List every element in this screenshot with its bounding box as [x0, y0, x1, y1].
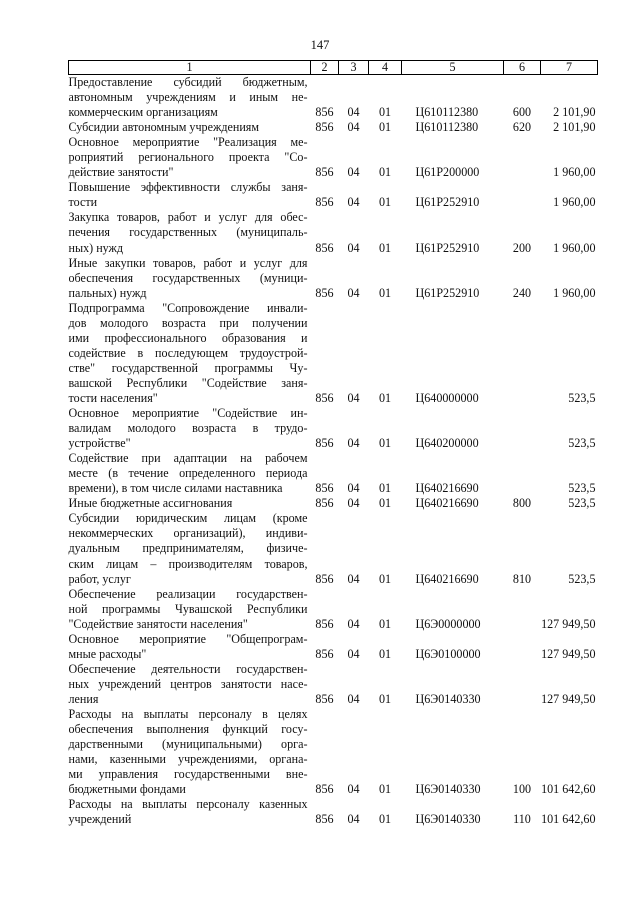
row-name-line: мные расходы" — [68, 646, 147, 661]
column-header: 5 — [402, 61, 504, 75]
row-name-line: пальных) нужд — [68, 285, 147, 300]
table-row — [69, 587, 598, 632]
code-admin: 856 — [315, 105, 334, 120]
code-target: Ц6Э0140330 — [415, 812, 481, 827]
row-name-line: тости — [68, 195, 98, 210]
code-expense-type: 600 — [512, 105, 532, 120]
code-section: 04 — [347, 436, 360, 451]
code-subsection: 01 — [378, 481, 392, 496]
code-expense-type — [504, 301, 541, 406]
row-name-line: дов молодого возраста при получении — [68, 315, 308, 330]
code-section: 04 — [347, 496, 360, 511]
table-row — [69, 256, 598, 301]
row-name — [69, 797, 311, 827]
row-name-line: Основное мероприятие "Общепрограм- — [68, 631, 308, 646]
amount: 127 949,50 — [541, 691, 596, 706]
column-header: 2 — [311, 61, 339, 75]
row-name-line: коммерческим организациям — [68, 105, 218, 120]
code-subsection: 01 — [378, 782, 392, 797]
column-header: 4 — [369, 61, 402, 75]
table-row — [69, 180, 598, 210]
code-section: 04 — [347, 390, 360, 405]
code-admin: 856 — [315, 812, 334, 827]
amount: 1 960,00 — [553, 195, 596, 210]
code-subsection: 01 — [378, 195, 392, 210]
amount: 127 949,50 — [541, 646, 596, 661]
code-target: Ц61P252910 — [415, 240, 480, 255]
code-admin: 856 — [315, 646, 334, 661]
code-subsection: 01 — [378, 240, 392, 255]
code-section: 04 — [347, 782, 360, 797]
row-name-line: печения государственных (муниципаль- — [68, 225, 308, 240]
code-expense-type — [504, 587, 541, 632]
row-name — [69, 451, 311, 496]
table-row — [69, 632, 598, 662]
amount: 1 960,00 — [553, 240, 596, 255]
row-name — [69, 210, 311, 255]
row-name-line: работ, услуг — [68, 571, 131, 586]
code-target: Ц640216690 — [415, 571, 479, 586]
table-body — [69, 75, 598, 828]
row-name — [69, 587, 311, 632]
row-name-line: ления — [68, 691, 99, 706]
amount: 1 960,00 — [553, 165, 596, 180]
code-target: Ц6Э0100000 — [415, 646, 481, 661]
code-admin: 856 — [315, 782, 334, 797]
row-name-line: роприятий регионального проекта "Со- — [68, 150, 308, 165]
table-row — [69, 135, 598, 180]
row-name-line: ским лицам – производителям товаров, — [68, 556, 308, 571]
amount: 101 642,60 — [541, 812, 596, 827]
code-expense-type: 620 — [512, 120, 532, 135]
code-target: Ц61P200000 — [415, 165, 480, 180]
row-name — [69, 75, 311, 121]
table-row — [69, 707, 598, 797]
row-name-line: "Содействие занятости населения" — [68, 616, 248, 631]
row-name-line: Субсидии автономным учреждениям — [68, 120, 260, 135]
row-name-line: Подпрограмма "Сопровождение инвали- — [68, 300, 308, 315]
code-target: Ц640200000 — [415, 436, 479, 451]
code-admin: 856 — [315, 691, 334, 706]
row-name-line: учреждений — [68, 812, 132, 827]
code-expense-type — [504, 135, 541, 180]
amount: 523,5 — [568, 481, 596, 496]
code-admin: 856 — [315, 616, 334, 631]
code-section: 04 — [347, 691, 360, 706]
amount: 523,5 — [568, 496, 596, 511]
code-target: Ц610112380 — [415, 120, 479, 135]
row-name-line: времени), в том числе силами наставника — [68, 481, 283, 496]
table-row — [69, 511, 598, 586]
row-name-line: автономным учреждениям и иным не- — [68, 90, 308, 105]
code-expense-type — [504, 451, 541, 496]
code-target: Ц61P252910 — [415, 195, 480, 210]
code-subsection: 01 — [378, 285, 392, 300]
code-subsection: 01 — [378, 691, 392, 706]
code-section: 04 — [347, 105, 360, 120]
row-name-line: ных) нужд — [68, 240, 124, 255]
code-admin: 856 — [315, 390, 334, 405]
code-expense-type: 200 — [512, 240, 532, 255]
code-target: Ц610112380 — [415, 105, 479, 120]
row-name-line: ной программы Чувашской Республики — [68, 601, 308, 616]
code-admin: 856 — [315, 240, 334, 255]
code-section: 04 — [347, 165, 360, 180]
row-name-line: бюджетными фондами — [68, 782, 186, 797]
code-expense-type: 800 — [512, 496, 532, 511]
amount: 523,5 — [568, 571, 596, 586]
code-expense-type: 810 — [512, 571, 532, 586]
row-name-line: ных учреждений центров занятости насе- — [68, 676, 308, 691]
amount: 101 642,60 — [541, 782, 596, 797]
code-expense-type: 240 — [512, 285, 532, 300]
amount: 2 101,90 — [553, 105, 596, 120]
row-name-line: ми управления государственными вне- — [68, 767, 308, 782]
row-name — [69, 301, 311, 406]
code-section: 04 — [347, 616, 360, 631]
row-name-line: устройстве" — [68, 436, 131, 451]
code-target: Ц6Э0140330 — [415, 691, 481, 706]
amount: 2 101,90 — [553, 120, 596, 135]
column-header: 1 — [69, 61, 311, 75]
table-row — [69, 797, 598, 827]
table-row — [69, 301, 598, 406]
row-name — [69, 632, 311, 662]
code-target: Ц61P252910 — [415, 285, 480, 300]
column-header: 7 — [541, 61, 598, 75]
row-name — [69, 662, 311, 707]
column-header: 3 — [339, 61, 369, 75]
row-name — [69, 496, 311, 511]
row-name-line: дуальным предпринимателям, физиче- — [68, 541, 308, 556]
row-name-line: ими профессионального образования и — [68, 330, 308, 345]
code-expense-type — [504, 406, 541, 451]
code-admin: 856 — [315, 571, 334, 586]
code-subsection: 01 — [378, 496, 392, 511]
amount: 1 960,00 — [553, 285, 596, 300]
code-subsection: 01 — [378, 165, 392, 180]
code-admin: 856 — [315, 481, 334, 496]
row-name-line: Предоставление субсидий бюджетным, — [68, 75, 308, 89]
code-expense-type — [504, 632, 541, 662]
row-name-line: месте (в течение определенного периода — [68, 466, 308, 481]
table-row — [69, 210, 598, 255]
budget-table — [68, 60, 598, 827]
row-name-line: нами, казенными учреждениями, органа- — [68, 752, 308, 767]
row-name-line: Иные бюджетные ассигнования — [68, 496, 233, 511]
table-row — [69, 406, 598, 451]
row-name-line: Расходы на выплаты персоналу казенных — [68, 797, 308, 812]
code-expense-type: 100 — [512, 782, 532, 797]
amount: 523,5 — [568, 436, 596, 451]
row-name-line: Иные закупки товаров, работ и услуг для — [68, 255, 308, 270]
code-subsection: 01 — [378, 616, 392, 631]
code-expense-type — [504, 662, 541, 707]
table-row — [69, 662, 598, 707]
code-subsection: 01 — [378, 646, 392, 661]
row-name — [69, 707, 311, 797]
code-expense-type: 110 — [513, 812, 531, 827]
code-section: 04 — [347, 812, 360, 827]
row-name-line: некоммерческих организаций), индиви- — [68, 526, 308, 541]
row-name-line: Основное мероприятие "Реализация ме- — [68, 135, 308, 150]
table-row — [69, 451, 598, 496]
code-target: Ц6Э0140330 — [415, 782, 481, 797]
code-section: 04 — [347, 481, 360, 496]
code-subsection: 01 — [378, 812, 392, 827]
row-name-line: действие занятости" — [68, 165, 174, 180]
code-subsection: 01 — [378, 436, 392, 451]
code-admin: 856 — [315, 496, 334, 511]
row-name — [69, 180, 311, 210]
code-admin: 856 — [315, 120, 334, 135]
code-subsection: 01 — [378, 105, 392, 120]
table-header — [69, 61, 598, 75]
page-number: 147 — [310, 38, 330, 52]
amount: 127 949,50 — [541, 616, 596, 631]
row-name — [69, 120, 311, 135]
row-name-line: содействие в последующем трудоустрой- — [68, 345, 308, 360]
row-name-line: Обеспечение деятельности государствен- — [68, 661, 308, 676]
row-name-line: вашской Республики "Содействие заня- — [68, 375, 308, 390]
code-subsection: 01 — [378, 390, 392, 405]
row-name-line: Повышение эффективности службы заня- — [68, 180, 308, 195]
table-row — [69, 120, 598, 135]
code-subsection: 01 — [378, 120, 392, 135]
row-name-line: обеспечения государственных (муници- — [68, 270, 308, 285]
column-header: 6 — [504, 61, 541, 75]
row-name — [69, 511, 311, 586]
row-name-line: Обеспечение реализации государствен- — [68, 586, 308, 601]
code-target: Ц6Э0000000 — [415, 616, 481, 631]
code-admin: 856 — [315, 165, 334, 180]
row-name-line: стве" государственной программы Чу- — [68, 360, 308, 375]
code-target: Ц640000000 — [415, 390, 479, 405]
code-section: 04 — [347, 646, 360, 661]
row-name — [69, 256, 311, 301]
table-row — [69, 75, 598, 121]
row-name-line: Основное мероприятие "Содействие ин- — [68, 406, 308, 421]
code-expense-type — [504, 180, 541, 210]
table-row — [69, 496, 598, 511]
code-admin: 856 — [315, 195, 334, 210]
row-name-line: Субсидии юридическим лицам (кроме — [68, 511, 308, 526]
row-name — [69, 135, 311, 180]
code-section: 04 — [347, 571, 360, 586]
row-name-line: Расходы на выплаты персоналу в целях — [68, 706, 308, 721]
amount: 523,5 — [568, 390, 596, 405]
row-name-line: Содействие при адаптации на рабочем — [68, 451, 308, 466]
row-name-line: дарственными (муниципальными) орга- — [68, 737, 308, 752]
row-name-line: тости населения" — [68, 390, 158, 405]
code-subsection: 01 — [378, 571, 392, 586]
code-target: Ц640216690 — [415, 481, 479, 496]
row-name — [69, 406, 311, 451]
code-target: Ц640216690 — [415, 496, 479, 511]
code-section: 04 — [347, 285, 360, 300]
row-name-line: валидам молодого возраста в трудо- — [68, 421, 308, 436]
code-section: 04 — [347, 120, 360, 135]
code-admin: 856 — [315, 285, 334, 300]
row-name-line: Закупка товаров, работ и услуг для обес- — [68, 210, 308, 225]
code-section: 04 — [347, 240, 360, 255]
code-section: 04 — [347, 195, 360, 210]
row-name-line: обеспечения выполнения функций госу- — [68, 722, 308, 737]
code-admin: 856 — [315, 436, 334, 451]
